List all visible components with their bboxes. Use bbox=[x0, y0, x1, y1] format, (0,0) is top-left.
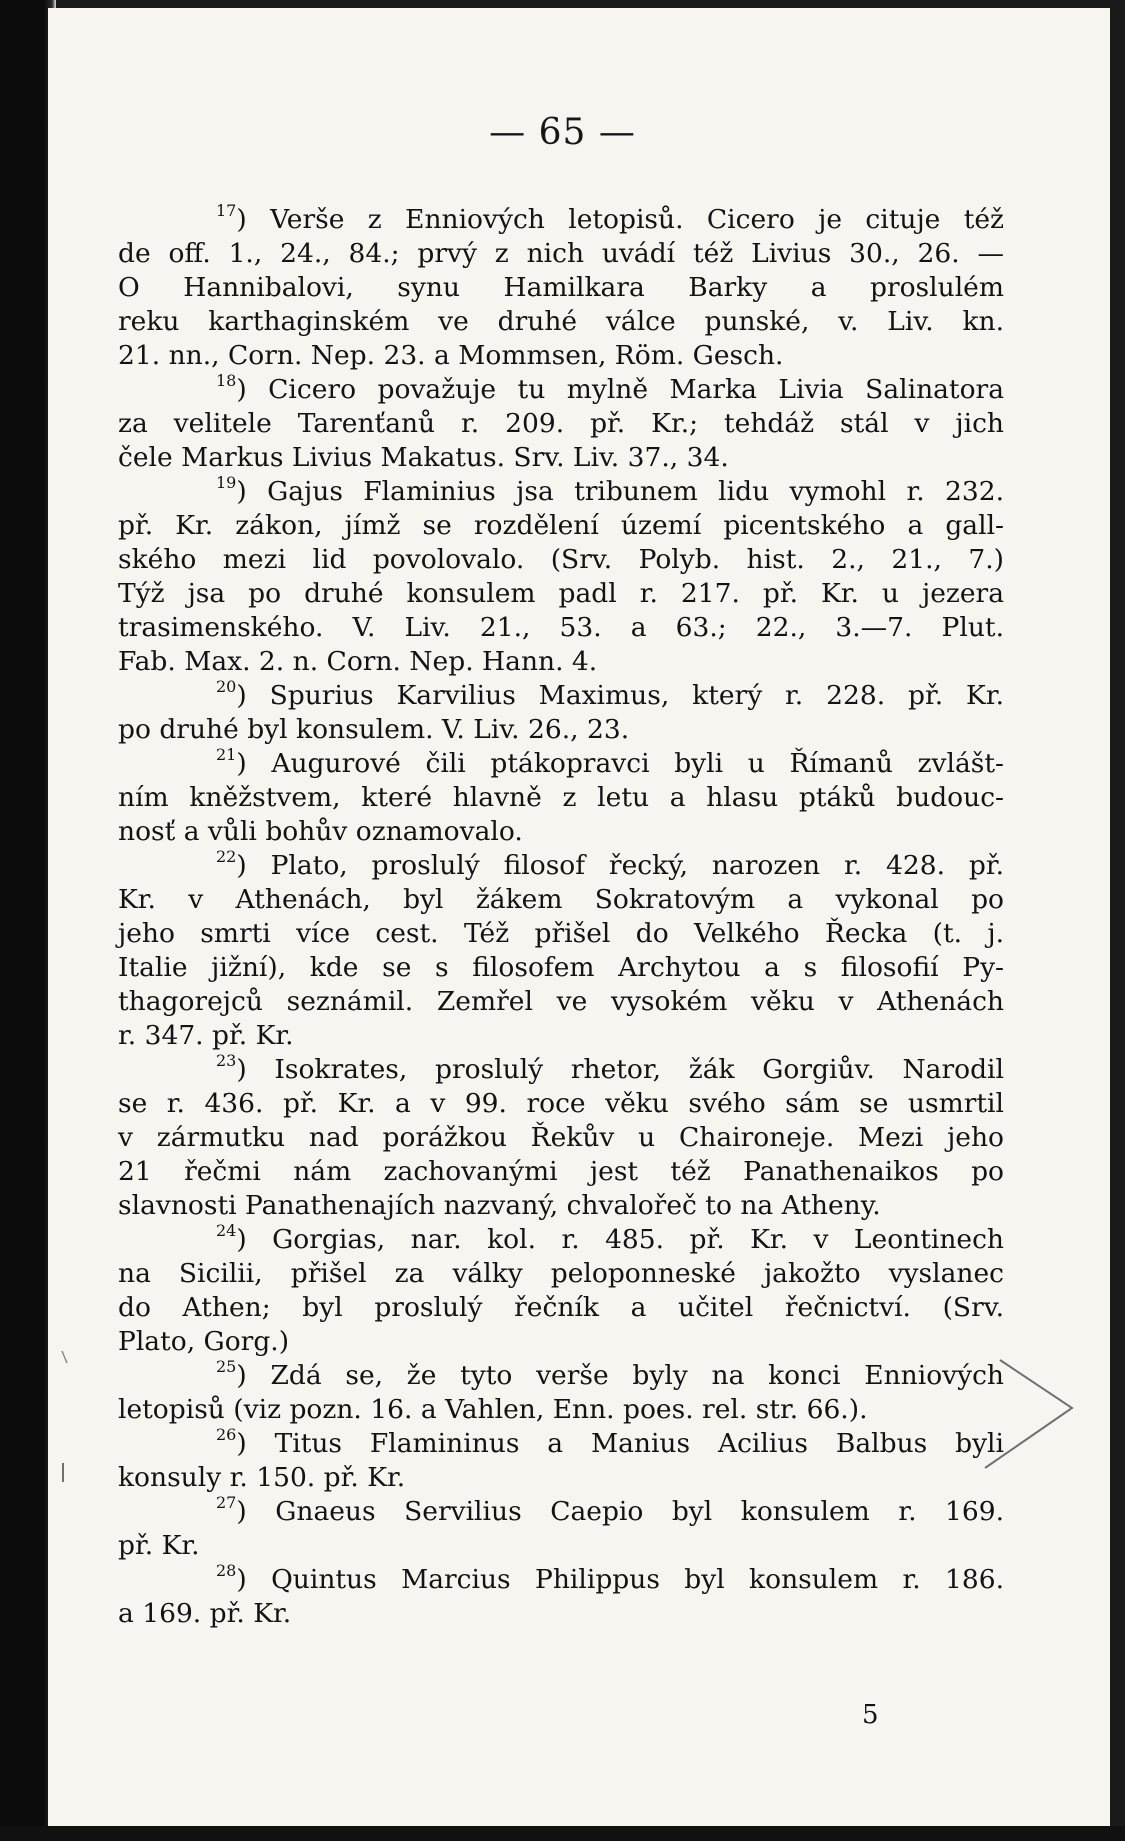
footnote-text: za velitele Tarenťanů r. 209. př. Kr.; tehdáž stál v jich bbox=[118, 408, 1004, 439]
footnote-text: na Sicilii, přišel za války peloponneské jakožto vyslanec bbox=[118, 1258, 1004, 1289]
footnote-text: do Athen; byl proslulý řečník a učitel řečnictví. (Srv. bbox=[118, 1292, 1004, 1323]
footnote-text: v zármutku nad porážkou Řekův u Chaironeje. Mezi jeho bbox=[118, 1122, 1004, 1153]
footnote-line: $^{22}$) Plato, proslulý filosof řecký, narozen r. 428. př. bbox=[216, 847, 1005, 881]
footnote-number: 23 bbox=[216, 1051, 237, 1070]
footnote-line: $^{24}$) Gorgias, nar. kol. r. 485. př. Kr. v Leontinech bbox=[216, 1221, 1004, 1255]
footnote-number: 19 bbox=[216, 473, 237, 492]
footnote-text: Isokrates, proslulý rhetor, žák Gorgiův. Narodil bbox=[274, 1054, 1004, 1085]
footnote-text: reku karthaginském ve druhé válce punské, v. Liv. kn. bbox=[118, 306, 1004, 337]
footnote-text: 21. nn., Corn. Nep. 23. a Mommsen, Röm. Gesch. bbox=[118, 340, 784, 371]
footnote-text: Týž jsa po druhé konsulem padl r. 217. př. Kr. u jezera bbox=[118, 578, 1004, 609]
footnote-text: Spurius Karvilius Maximus, který r. 228. př. Kr. bbox=[269, 680, 1004, 711]
footnote-text: nosť a vůli bohův oznamovalo. bbox=[118, 816, 523, 847]
footnote-text: trasimenského. V. Liv. 21., 53. a 63.; 22., 3.—7. Plut. bbox=[118, 612, 1004, 643]
printer-signature-mark: 5 bbox=[862, 1700, 879, 1730]
footnote-line: $^{27}$) Gnaeus Servilius Caepio byl konsulem r. 169. bbox=[216, 1493, 1004, 1527]
footnote-text: letopisů (viz pozn. 16. a Vahlen, Enn. poes. rel. str. 66.). bbox=[118, 1394, 868, 1425]
footnote-text: thagorejců seznámil. Zemřel ve vysokém věku v Athenách bbox=[118, 986, 1004, 1017]
footnote-text: Italie jižní), kde se s filosofem Archytou a s filosofií Py- bbox=[118, 952, 1004, 983]
footnote-text: Fab. Max. 2. n. Corn. Nep. Hann. 4. bbox=[118, 646, 598, 677]
footnote-text: r. 347. př. Kr. bbox=[118, 1020, 294, 1051]
footnote-line: $^{19}$) Gajus Flaminius jsa tribunem lidu vymohl r. 232. bbox=[216, 473, 1005, 507]
footnote-line: $^{17}$) Verše z Enniových letopisů. Cicero je cituje též bbox=[216, 201, 1005, 235]
footnote-text: Verše z Enniových letopisů. Cicero je cituje též bbox=[270, 204, 1005, 235]
footnote-number: 27 bbox=[216, 1493, 237, 1512]
footnote-number: 17 bbox=[216, 201, 237, 220]
footnote-text: Augurové čili ptákopravci byli u Římanů zvlášt- bbox=[271, 748, 1004, 779]
footnote-text: Cicero považuje tu mylně Marka Livia Salinatora bbox=[268, 374, 1005, 405]
footnote-text: slavnosti Panathenajích nazvaný, chvalořeč to na Atheny. bbox=[118, 1190, 881, 1221]
footnote-text: Gnaeus Servilius Caepio byl konsulem r. 169. bbox=[275, 1496, 1004, 1527]
footnote-text: Titus Flamininus a Manius Acilius Balbus byli bbox=[274, 1428, 1004, 1459]
footnote-text: ského mezi lid povolovalo. (Srv. Polyb. hist. 2., 21., 7.) bbox=[118, 544, 1004, 575]
footnote-text: po druhé byl konsulem. V. Liv. 26., 23. bbox=[118, 714, 630, 745]
footnote-line: $^{20}$) Spurius Karvilius Maximus, který r. 228. př. Kr. bbox=[216, 677, 1004, 711]
footnote-text: Plato, proslulý filosof řecký, narozen r. 428. př. bbox=[270, 850, 1005, 881]
footnote-line: $^{23}$) Isokrates, proslulý rhetor, žák Gorgiův. Narodil bbox=[216, 1051, 1004, 1085]
footnote-text: Gorgias, nar. kol. r. 485. př. Kr. v Leontinech bbox=[272, 1224, 1004, 1255]
footnote-text: jeho smrti více cest. Též přišel do Velkého Řecka (t. j. bbox=[118, 918, 1004, 949]
footnote-text: O Hannibalovi, synu Hamilkara Barky a proslulém bbox=[118, 272, 1004, 303]
footnote-text: Kr. v Athenách, byl žákem Sokratovým a vykonal po bbox=[118, 884, 1004, 915]
footnote-text: př. Kr. zákon, jímž se rozdělení území picentského a gall- bbox=[118, 510, 1004, 541]
footnote-number: 21 bbox=[216, 745, 237, 764]
footnote-line: $^{26}$) Titus Flamininus a Manius Acilius Balbus byli bbox=[216, 1425, 1004, 1459]
footnote-line: $^{25}$) Zdá se, že tyto verše byly na konci Enniových bbox=[216, 1357, 1004, 1391]
footnote-line: $^{21}$) Augurové čili ptákopravci byli u Římanů zvlášt- bbox=[216, 745, 1004, 779]
footnote-number: 28 bbox=[216, 1561, 237, 1580]
footnote-number: 22 bbox=[216, 847, 237, 866]
footnote-line: $^{28}$) Quintus Marcius Philippus byl konsulem r. 186. bbox=[216, 1561, 1004, 1595]
footnote-text: čele Markus Livius Makatus. Srv. Liv. 37., 34. bbox=[118, 442, 729, 473]
page-number: — 65 — bbox=[489, 112, 636, 153]
footnote-text: konsuly r. 150. př. Kr. bbox=[118, 1462, 406, 1493]
footnote-text: Plato, Gorg.) bbox=[118, 1326, 290, 1357]
footnote-text: př. Kr. bbox=[118, 1530, 200, 1561]
footnote-text: Gajus Flaminius jsa tribunem lidu vymohl r. 232. bbox=[267, 476, 1005, 507]
footnote-number: 24 bbox=[216, 1221, 237, 1240]
footnote-number: 25 bbox=[216, 1357, 237, 1376]
footnote-text: se r. 436. př. Kr. a v 99. roce věku svého sám se usmrtil bbox=[118, 1088, 1004, 1119]
footnote-text: de off. 1., 24., 84.; prvý z nich uvádí též Livius 30., 26. — bbox=[118, 238, 1004, 269]
footnote-text: a 169. př. Kr. bbox=[118, 1598, 292, 1629]
footnote-text: Zdá se, že tyto verše byly na konci Enniových bbox=[270, 1360, 1004, 1391]
footnote-line: $^{18}$) Cicero považuje tu mylně Marka Livia Salinatora bbox=[216, 371, 1005, 405]
footnote-number: 18 bbox=[216, 371, 237, 390]
footnote-number: 20 bbox=[216, 677, 237, 696]
footnote-text: 21 řečmi nám zachovanými jest též Panathenaikos po bbox=[118, 1156, 1004, 1187]
footnote-text: ním kněžstvem, které hlavně z letu a hlasu ptáků budouc- bbox=[118, 782, 1004, 813]
footnote-text: Quintus Marcius Philippus byl konsulem r. 186. bbox=[271, 1564, 1004, 1595]
footnote-number: 26 bbox=[216, 1425, 237, 1444]
